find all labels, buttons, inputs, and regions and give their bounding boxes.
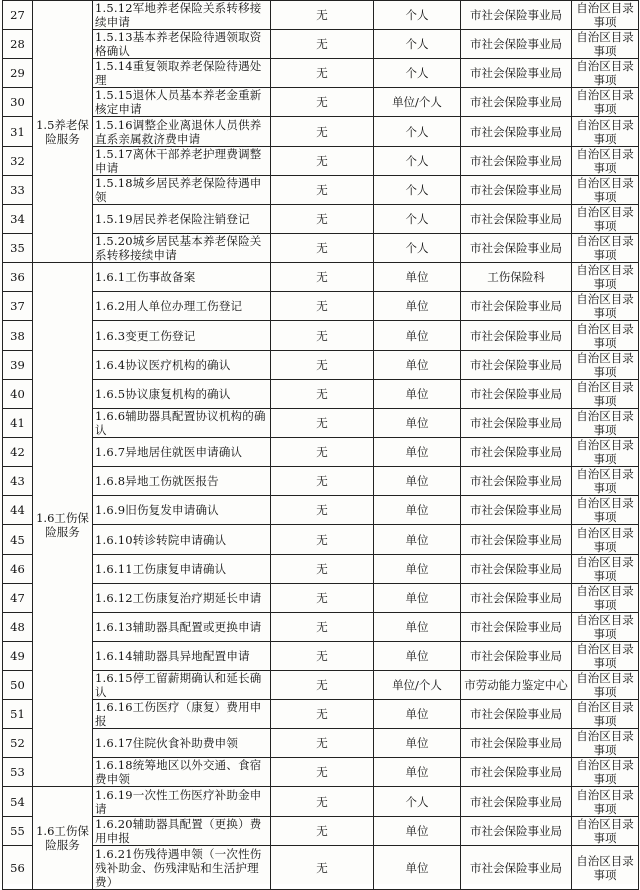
department-cell: 市社会保险事业局 <box>461 846 572 890</box>
row-number: 38 <box>3 321 33 351</box>
department-cell: 市社会保险事业局 <box>461 321 572 351</box>
table-row <box>3 263 639 292</box>
table-row <box>3 30 639 59</box>
fee-cell: 无 <box>271 205 374 234</box>
table-row <box>3 117 639 147</box>
table-row <box>3 729 639 758</box>
service-item-name: 1.6.3变更工伤登记 <box>93 321 271 351</box>
catalog-level-cell: 自治区目录事项 <box>572 205 639 234</box>
service-item-name: 1.5.20城乡居民基本养老保险关系转移接续申请 <box>93 234 271 263</box>
target-cell: 个人 <box>374 205 461 234</box>
service-item-name: 1.6.5协议康复机构的确认 <box>93 380 271 409</box>
row-number: 46 <box>3 555 33 584</box>
service-item-name: 1.6.16工伤医疗（康复）费用申报 <box>93 700 271 729</box>
target-cell: 单位/个人 <box>374 671 461 700</box>
department-cell: 市社会保险事业局 <box>461 292 572 321</box>
row-number: 52 <box>3 729 33 758</box>
catalog-level-cell: 自治区目录事项 <box>572 700 639 729</box>
catalog-level-cell: 自治区目录事项 <box>572 380 639 409</box>
table-row <box>3 438 639 467</box>
department-cell: 市社会保险事业局 <box>461 176 572 205</box>
service-item-name: 1.6.11工伤康复申请确认 <box>93 555 271 584</box>
catalog-level-cell: 自治区目录事项 <box>572 642 639 671</box>
service-item-name: 1.6.1工伤事故备案 <box>93 263 271 292</box>
catalog-level-cell: 自治区目录事项 <box>572 671 639 700</box>
target-cell: 个人 <box>374 59 461 88</box>
department-cell: 市社会保险事业局 <box>461 409 572 438</box>
catalog-level-cell: 自治区目录事项 <box>572 555 639 584</box>
fee-cell: 无 <box>271 321 374 351</box>
service-item-name: 1.5.13基本养老保险待遇领取资格确认 <box>93 30 271 59</box>
fee-cell: 无 <box>271 584 374 613</box>
category-cell: 1.6工伤保险服务 <box>33 263 93 787</box>
target-cell: 个人 <box>374 787 461 817</box>
table-row <box>3 147 639 176</box>
fee-cell: 无 <box>271 438 374 467</box>
catalog-level-cell: 自治区目录事项 <box>572 321 639 351</box>
target-cell: 单位 <box>374 613 461 642</box>
fee-cell: 无 <box>271 263 374 292</box>
service-item-name: 1.6.13辅助器具配置或更换申请 <box>93 613 271 642</box>
row-number: 33 <box>3 176 33 205</box>
target-cell: 单位 <box>374 642 461 671</box>
row-number: 28 <box>3 30 33 59</box>
row-number: 56 <box>3 846 33 890</box>
table-row <box>3 292 639 321</box>
row-number: 48 <box>3 613 33 642</box>
target-cell: 单位 <box>374 321 461 351</box>
table-row <box>3 787 639 817</box>
target-cell: 单位 <box>374 263 461 292</box>
target-cell: 单位/个人 <box>374 88 461 117</box>
row-number: 27 <box>3 1 33 30</box>
catalog-level-cell: 自治区目录事项 <box>572 263 639 292</box>
service-item-name: 1.5.16调整企业离退休人员供养直系亲属救济费申请 <box>93 117 271 147</box>
fee-cell: 无 <box>271 817 374 846</box>
row-number: 32 <box>3 147 33 176</box>
service-item-name: 1.6.7异地居住就医申请确认 <box>93 438 271 467</box>
row-number: 31 <box>3 117 33 147</box>
catalog-level-cell: 自治区目录事项 <box>572 176 639 205</box>
target-cell: 单位 <box>374 525 461 555</box>
fee-cell: 无 <box>271 292 374 321</box>
target-cell: 单位 <box>374 351 461 380</box>
table-row <box>3 758 639 787</box>
table-row <box>3 613 639 642</box>
service-item-name: 1.6.18统筹地区以外交通、食宿费申领 <box>93 758 271 787</box>
catalog-level-cell: 自治区目录事项 <box>572 584 639 613</box>
fee-cell: 无 <box>271 59 374 88</box>
service-item-name: 1.6.2用人单位办理工伤登记 <box>93 292 271 321</box>
target-cell: 单位 <box>374 846 461 890</box>
target-cell: 单位 <box>374 496 461 525</box>
table-row <box>3 1 639 30</box>
target-cell: 单位 <box>374 380 461 409</box>
fee-cell: 无 <box>271 176 374 205</box>
catalog-level-cell: 自治区目录事项 <box>572 292 639 321</box>
table-row <box>3 59 639 88</box>
table-row <box>3 671 639 700</box>
catalog-level-cell: 自治区目录事项 <box>572 147 639 176</box>
catalog-level-cell: 自治区目录事项 <box>572 234 639 263</box>
target-cell: 个人 <box>374 176 461 205</box>
target-cell: 单位 <box>374 292 461 321</box>
fee-cell: 无 <box>271 380 374 409</box>
catalog-level-cell: 自治区目录事项 <box>572 729 639 758</box>
department-cell: 市社会保险事业局 <box>461 467 572 496</box>
catalog-level-cell: 自治区目录事项 <box>572 409 639 438</box>
catalog-level-cell: 自治区目录事项 <box>572 88 639 117</box>
department-cell: 市社会保险事业局 <box>461 1 572 30</box>
department-cell: 市社会保险事业局 <box>461 205 572 234</box>
table-row <box>3 555 639 584</box>
catalog-level-cell: 自治区目录事项 <box>572 351 639 380</box>
department-cell: 市社会保险事业局 <box>461 380 572 409</box>
row-number: 36 <box>3 263 33 292</box>
table-row <box>3 817 639 846</box>
row-number: 40 <box>3 380 33 409</box>
service-item-name: 1.5.17离休干部养老护理费调整申请 <box>93 147 271 176</box>
target-cell: 个人 <box>374 30 461 59</box>
table-row <box>3 409 639 438</box>
catalog-level-cell: 自治区目录事项 <box>572 496 639 525</box>
fee-cell: 无 <box>271 234 374 263</box>
department-cell: 市社会保险事业局 <box>461 147 572 176</box>
row-number: 30 <box>3 88 33 117</box>
fee-cell: 无 <box>271 729 374 758</box>
target-cell: 单位 <box>374 584 461 613</box>
target-cell: 单位 <box>374 438 461 467</box>
service-item-name: 1.6.4协议医疗机构的确认 <box>93 351 271 380</box>
row-number: 49 <box>3 642 33 671</box>
category-cell: 1.5养老保险服务 <box>33 1 93 263</box>
department-cell: 市社会保险事业局 <box>461 438 572 467</box>
fee-cell: 无 <box>271 1 374 30</box>
fee-cell: 无 <box>271 409 374 438</box>
catalog-level-cell: 自治区目录事项 <box>572 1 639 30</box>
target-cell: 个人 <box>374 117 461 147</box>
fee-cell: 无 <box>271 700 374 729</box>
service-item-name: 1.6.21伤残待遇申领（一次性伤残补助金、伤残津贴和生活护理费） <box>93 846 271 890</box>
service-item-name: 1.5.15退休人员基本养老金重新核定申请 <box>93 88 271 117</box>
department-cell: 市社会保险事业局 <box>461 613 572 642</box>
department-cell: 市社会保险事业局 <box>461 351 572 380</box>
table-row <box>3 176 639 205</box>
table-body <box>3 1 639 890</box>
table-row <box>3 700 639 729</box>
service-item-name: 1.6.10转诊转院申请确认 <box>93 525 271 555</box>
row-number: 44 <box>3 496 33 525</box>
service-item-name: 1.6.12工伤康复治疗期延长申请 <box>93 584 271 613</box>
row-number: 55 <box>3 817 33 846</box>
service-item-name: 1.5.19居民养老保险注销登记 <box>93 205 271 234</box>
row-number: 37 <box>3 292 33 321</box>
row-number: 41 <box>3 409 33 438</box>
row-number: 53 <box>3 758 33 787</box>
row-number: 35 <box>3 234 33 263</box>
table-row <box>3 584 639 613</box>
department-cell: 市社会保险事业局 <box>461 642 572 671</box>
fee-cell: 无 <box>271 147 374 176</box>
target-cell: 个人 <box>374 234 461 263</box>
row-number: 51 <box>3 700 33 729</box>
department-cell: 市社会保险事业局 <box>461 700 572 729</box>
target-cell: 单位 <box>374 555 461 584</box>
department-cell: 市社会保险事业局 <box>461 234 572 263</box>
table-row <box>3 234 639 263</box>
row-number: 29 <box>3 59 33 88</box>
target-cell: 单位 <box>374 758 461 787</box>
service-item-name: 1.6.19一次性工伤医疗补助金申请 <box>93 787 271 817</box>
row-number: 43 <box>3 467 33 496</box>
department-cell: 市社会保险事业局 <box>461 30 572 59</box>
target-cell: 单位 <box>374 409 461 438</box>
department-cell: 工伤保险科 <box>461 263 572 292</box>
service-item-name: 1.6.20辅助器具配置（更换）费用申报 <box>93 817 271 846</box>
department-cell: 市社会保险事业局 <box>461 117 572 147</box>
category-cell: 1.6工伤保险服务 <box>33 787 93 890</box>
department-cell: 市社会保险事业局 <box>461 88 572 117</box>
fee-cell: 无 <box>271 117 374 147</box>
service-item-name: 1.6.15停工留薪期确认和延长确认 <box>93 671 271 700</box>
department-cell: 市社会保险事业局 <box>461 817 572 846</box>
fee-cell: 无 <box>271 642 374 671</box>
target-cell: 个人 <box>374 147 461 176</box>
service-item-name: 1.5.14重复领取养老保险待遇处理 <box>93 59 271 88</box>
row-number: 39 <box>3 351 33 380</box>
fee-cell: 无 <box>271 758 374 787</box>
department-cell: 市社会保险事业局 <box>461 787 572 817</box>
service-item-name: 1.5.12军地养老保险关系转移接续申请 <box>93 1 271 30</box>
target-cell: 单位 <box>374 729 461 758</box>
target-cell: 个人 <box>374 1 461 30</box>
catalog-level-cell: 自治区目录事项 <box>572 30 639 59</box>
catalog-level-cell: 自治区目录事项 <box>572 117 639 147</box>
fee-cell: 无 <box>271 525 374 555</box>
table-row <box>3 846 639 890</box>
service-item-name: 1.5.18城乡居民养老保险待遇申领 <box>93 176 271 205</box>
row-number: 47 <box>3 584 33 613</box>
catalog-level-cell: 自治区目录事项 <box>572 758 639 787</box>
fee-cell: 无 <box>271 88 374 117</box>
table-row <box>3 205 639 234</box>
service-item-name: 1.6.6辅助器具配置协议机构的确认 <box>93 409 271 438</box>
target-cell: 单位 <box>374 467 461 496</box>
department-cell: 市社会保险事业局 <box>461 59 572 88</box>
fee-cell: 无 <box>271 787 374 817</box>
row-number: 54 <box>3 787 33 817</box>
catalog-level-cell: 自治区目录事项 <box>572 817 639 846</box>
department-cell: 市社会保险事业局 <box>461 758 572 787</box>
table-row <box>3 525 639 555</box>
department-cell: 市社会保险事业局 <box>461 525 572 555</box>
department-cell: 市社会保险事业局 <box>461 729 572 758</box>
row-number: 50 <box>3 671 33 700</box>
fee-cell: 无 <box>271 496 374 525</box>
fee-cell: 无 <box>271 846 374 890</box>
target-cell: 单位 <box>374 817 461 846</box>
table-row <box>3 467 639 496</box>
fee-cell: 无 <box>271 613 374 642</box>
row-number: 34 <box>3 205 33 234</box>
fee-cell: 无 <box>271 467 374 496</box>
fee-cell: 无 <box>271 555 374 584</box>
row-number: 45 <box>3 525 33 555</box>
catalog-level-cell: 自治区目录事项 <box>572 438 639 467</box>
fee-cell: 无 <box>271 351 374 380</box>
service-items-table <box>2 0 639 890</box>
department-cell: 市社会保险事业局 <box>461 496 572 525</box>
table-row <box>3 642 639 671</box>
table-row <box>3 380 639 409</box>
table-row <box>3 88 639 117</box>
catalog-level-cell: 自治区目录事项 <box>572 59 639 88</box>
service-item-name: 1.6.9旧伤复发申请确认 <box>93 496 271 525</box>
catalog-level-cell: 自治区目录事项 <box>572 846 639 890</box>
catalog-level-cell: 自治区目录事项 <box>572 467 639 496</box>
fee-cell: 无 <box>271 671 374 700</box>
row-number: 42 <box>3 438 33 467</box>
department-cell: 市社会保险事业局 <box>461 584 572 613</box>
department-cell: 市社会保险事业局 <box>461 555 572 584</box>
catalog-level-cell: 自治区目录事项 <box>572 787 639 817</box>
table-row <box>3 496 639 525</box>
table-row <box>3 321 639 351</box>
department-cell: 市劳动能力鉴定中心 <box>461 671 572 700</box>
catalog-level-cell: 自治区目录事项 <box>572 613 639 642</box>
catalog-level-cell: 自治区目录事项 <box>572 525 639 555</box>
target-cell: 单位 <box>374 700 461 729</box>
service-item-name: 1.6.17住院伙食补助费申领 <box>93 729 271 758</box>
fee-cell: 无 <box>271 30 374 59</box>
service-item-name: 1.6.14辅助器具异地配置申请 <box>93 642 271 671</box>
service-item-name: 1.6.8异地工伤就医报告 <box>93 467 271 496</box>
table-row <box>3 351 639 380</box>
